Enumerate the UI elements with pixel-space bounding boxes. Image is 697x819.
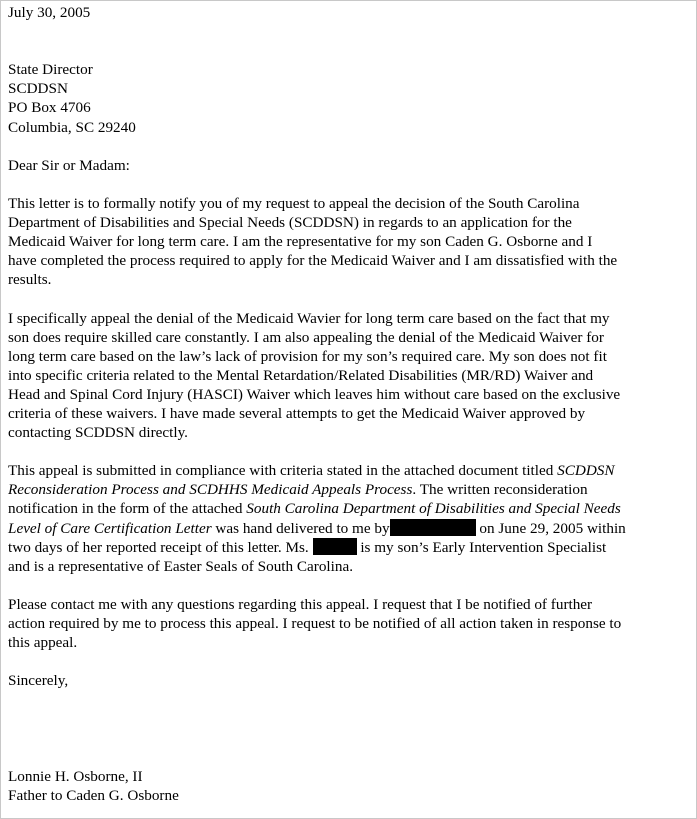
recipient-city: Columbia, SC 29240 — [8, 118, 136, 136]
paragraph-2-line: I specifically appeal the denial of the Medicaid Wavier for long term care based on the fact that my — [8, 309, 610, 327]
signature-name: Lonnie H. Osborne, II — [8, 767, 143, 785]
redacted-name-box — [390, 519, 476, 536]
paragraph-2 — [8, 309, 692, 443]
paragraph-3-line-3 — [8, 499, 692, 518]
paragraph-3-line-5 — [8, 538, 692, 557]
paragraph-3-line-1 — [8, 461, 692, 480]
paragraph-4-line: this appeal. — [8, 634, 78, 652]
text-run: is my son’s Early Intervention Specialist — [356, 538, 607, 556]
letter-body — [8, 3, 692, 805]
paragraph-2-line: criteria of these waivers. I have made several attempts to get the Medicaid Waiver approved by — [8, 404, 586, 422]
paragraph-1-line: Medicaid Waiver for long term care. I am the representative for my son Caden G. Osborne and I — [8, 233, 593, 251]
recipient-po-box: PO Box 4706 — [8, 99, 91, 117]
paragraph-4 — [8, 595, 692, 652]
paragraph-1-line: results. — [8, 271, 52, 289]
redacted-name-box — [313, 538, 357, 555]
paragraph-2-line: long term care based on the law’s lack of provision for my son’s required care. My son does not fit — [8, 347, 607, 365]
document-title-italic: SCDDSN — [557, 462, 615, 480]
closing: Sincerely, — [8, 672, 69, 690]
signature-relation: Father to Caden G. Osborne — [8, 786, 179, 804]
recipient-address — [8, 60, 692, 136]
paragraph-4-line: action required by me to process this appeal. I request to be notified of all action taken in response to — [8, 615, 622, 632]
text-run: notification in the form of the attached — [8, 500, 247, 518]
paragraph-3-line-4 — [8, 519, 692, 538]
paragraph-2-line: contacting SCDDSN directly. — [8, 424, 188, 442]
document-title-italic: Reconsideration Process and SCDHHS Medicaid Appeals Process — [8, 481, 413, 499]
letter-title-italic: South Carolina Department of Disabilities and Special Needs — [246, 500, 621, 518]
text-run: two days of her reported receipt of this letter. Ms. — [8, 538, 313, 556]
letter-date: July 30, 2005 — [8, 4, 91, 21]
recipient-org: SCDDSN — [8, 80, 68, 98]
paragraph-1-line: This letter is to formally notify you of my request to appeal the decision of the South Carolina — [8, 194, 580, 212]
recipient-title: State Director — [8, 61, 93, 79]
paragraph-2-line: son does require skilled care constantly. I am also appealing the denial of the Medicaid Waiver for — [8, 328, 604, 346]
text-run: was hand delivered to me by — [211, 519, 390, 537]
paragraph-3 — [8, 461, 692, 576]
letter-title-italic: Level of Care Certification Letter — [8, 519, 212, 537]
paragraph-3-line-6: and is a representative of Easter Seals of South Carolina. — [8, 557, 353, 575]
text-run: on June 29, 2005 within — [475, 519, 626, 537]
paragraph-4-line: Please contact me with any questions regarding this appeal. I request that I be notified of further — [8, 595, 593, 613]
paragraph-1-line: have completed the process required to apply for the Medicaid Waiver and I am dissatisfied with the — [8, 252, 618, 270]
text-run: This appeal is submitted in compliance with criteria stated in the attached document titled — [8, 462, 558, 480]
text-run: . The written reconsideration — [412, 481, 588, 499]
salutation: Dear Sir or Madam: — [8, 156, 130, 174]
paragraph-2-line: into specific criteria related to the Mental Retardation/Related Disabilities (MR/RD) Waiver and — [8, 366, 594, 384]
paragraph-3-line-2 — [8, 480, 692, 499]
paragraph-1 — [8, 194, 692, 289]
signature-block — [8, 767, 692, 805]
paragraph-2-line: Head and Spinal Cord Injury (HASCI) Waiver which leaves him without care based on the exclusive — [8, 385, 621, 403]
paragraph-1-line: Department of Disabilities and Special Needs (SCDDSN) in regards to an application for the — [8, 214, 572, 232]
